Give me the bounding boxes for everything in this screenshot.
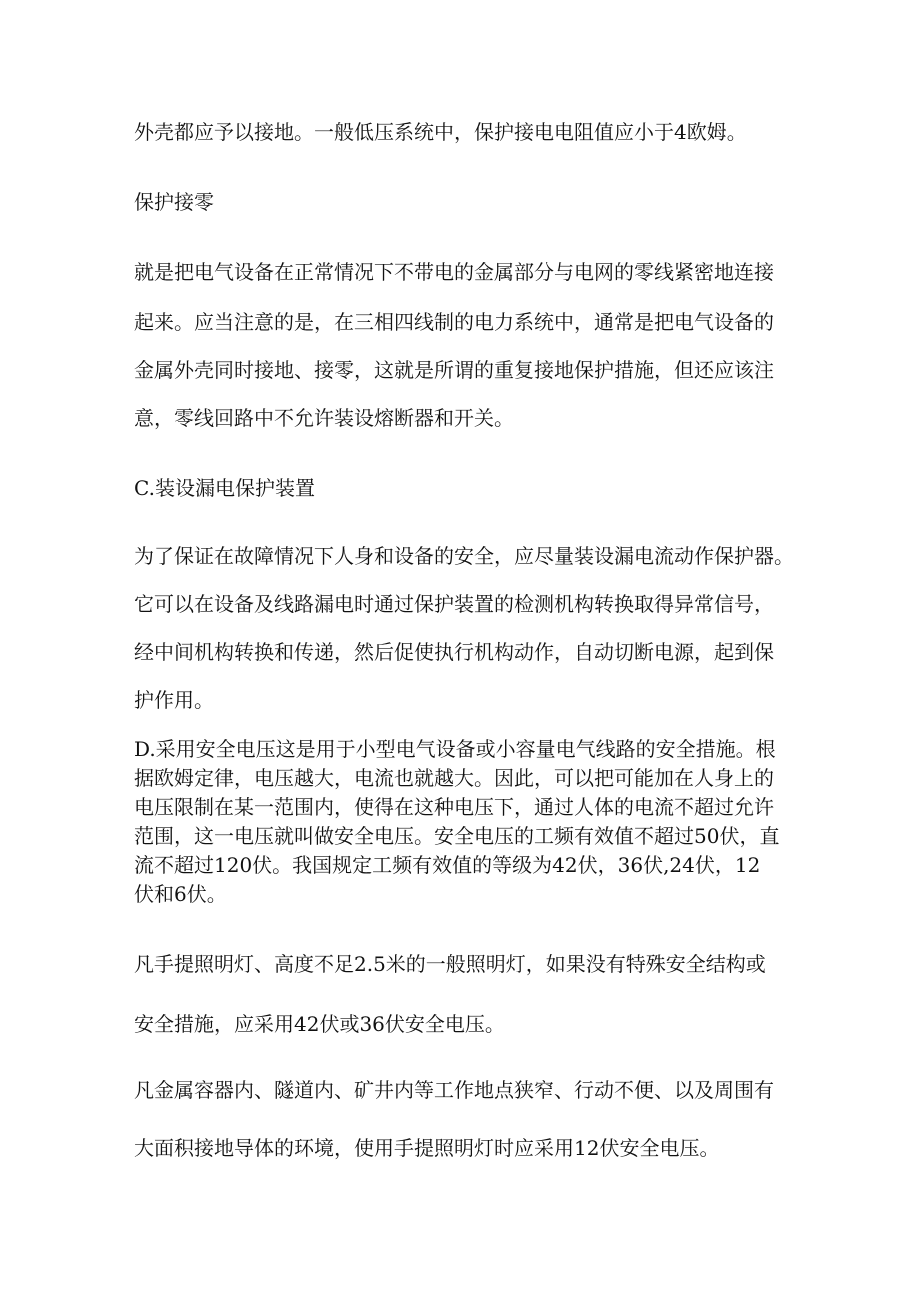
text-line: 为了保证在故障情况下人身和设备的安全，应尽量装设漏电流动作保护器。 (134, 544, 794, 568)
text-line: 流不超过120伏。我国规定工频有效值的等级为42伏，36伏,24伏，12 (134, 853, 761, 877)
section-heading: 保护接零 (134, 190, 214, 214)
text-line: D.采用安全电压这是用于小型电气设备或小容量电气线路的安全措施。根 (134, 737, 776, 761)
text-line: 意，零线回路中不允许装设熔断器和开关。 (134, 406, 514, 430)
section-heading: C.装设漏电保护装置 (134, 476, 315, 500)
text-line: 伏和6伏。 (134, 882, 227, 906)
text-line: 它可以在设备及线路漏电时通过保护装置的检测机构转换取得异常信号， (134, 592, 774, 616)
text-line: 凡金属容器内、隧道内、矿井内等工作地点狭窄、行动不便、以及周围有 (134, 1078, 774, 1102)
text-line: 起来。应当注意的是，在三相四线制的电力系统中，通常是把电气设备的 (134, 310, 774, 334)
text-line: 电压限制在某一范围内，使得在这种电压下，通过人体的电流不超过允许 (134, 795, 774, 819)
text-line: 据欧姆定律，电压越大，电流也就越大。因此，可以把可能加在人身上的 (134, 766, 774, 790)
text-line: 金属外壳同时接地、接零，这就是所谓的重复接地保护措施，但还应该注 (134, 358, 774, 382)
text-line: 经中间机构转换和传递，然后促使执行机构动作，自动切断电源，起到保 (134, 640, 774, 664)
text-line: 大面积接地导体的环境，使用手提照明灯时应采用12伏安全电压。 (134, 1136, 720, 1160)
text-line: 外壳都应予以接地。一般低压系统中，保护接电电阻值应小于4欧姆。 (134, 120, 747, 144)
text-line: 就是把电气设备在正常情况下不带电的金属部分与电网的零线紧密地连接 (134, 260, 774, 284)
text-line: 安全措施，应采用42伏或36伏安全电压。 (134, 1012, 505, 1036)
text-line: 护作用。 (134, 688, 214, 712)
text-line: 凡手提照明灯、高度不足2.5米的一般照明灯，如果没有特殊安全结构或 (134, 952, 766, 976)
text-line: 范围，这一电压就叫做安全电压。安全电压的工频有效值不超过50伏，直 (134, 824, 780, 848)
